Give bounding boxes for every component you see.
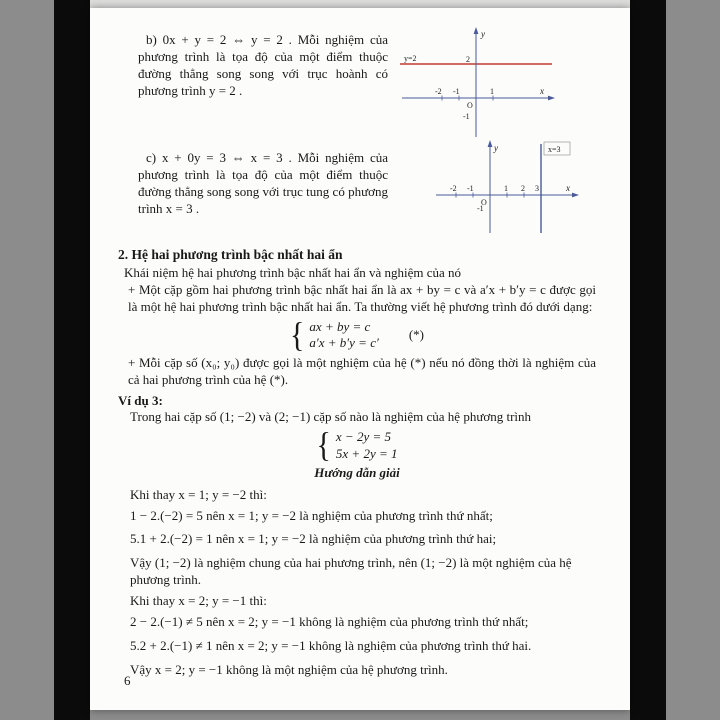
section-b-row	[138, 29, 596, 142]
y-axis-arrow	[474, 27, 479, 34]
equation-1: x − 2y = 5	[335, 429, 391, 445]
tick-label-minus2: -2	[450, 184, 457, 193]
solution-step-2: 1 − 2.(−2) = 5 nên x = 1; y = −2 là nghiệm của phương trình thứ nhất;	[130, 507, 493, 523]
tick-label-1: 1	[504, 184, 508, 193]
line-y2-label: y=2	[404, 54, 417, 63]
graph-line-y2	[392, 24, 564, 142]
x-axis-label: x	[540, 86, 544, 96]
solution-step-8: Vậy x = 2; y = −1 không là một nghiệm của hệ phương trình.	[130, 661, 448, 677]
example-3-intro: Trong hai cặp số (1; −2) và (2; −1) cặp số nào là nghiệm của hệ phương trình	[130, 409, 532, 425]
tick-label-y-minus1: -1	[477, 204, 484, 213]
solution-definition-paragraph: + Mỗi cặp số (x₀; y₀) được gọi là một nghiệm của hệ (*) nếu nó đồng thời là nghiệm của cả hai phương trình của hệ (*).	[128, 354, 596, 387]
system-star-label: (*)	[408, 327, 424, 343]
x-axis-label: x	[566, 183, 570, 193]
tick-label-2: 2	[521, 184, 525, 193]
solution-step-1: Khi thay x = 1; y = −2 thì:	[130, 486, 267, 502]
concept-paragraph: + Một cặp gồm hai phương trình bậc nhất hai ẩn là ax + by = c và a′x + b′y = c được gọi là một hệ hai phương trình bậc nhất hai ẩn. Ta thường viết hệ phương trình đó dưới dạng:	[128, 282, 596, 315]
section-2-heading: 2. Hệ hai phương trình bậc nhất hai ẩn	[118, 247, 343, 262]
tick-label-minus1: -1	[453, 87, 460, 96]
equation-2: 5x + 2y = 1	[335, 445, 398, 461]
concept-line: Khái niệm hệ hai phương trình bậc nhất hai ẩn và nghiệm của nó	[124, 264, 462, 280]
left-brace: {	[290, 316, 305, 355]
y-axis-arrow	[488, 140, 493, 147]
graph-y2-wrap	[392, 24, 564, 142]
solution-step-4: Vậy (1; −2) là nghiệm chung của hai phương trình, nên (1; −2) là một nghiệm của hệ phương trình.	[130, 555, 572, 588]
tick-label-1: 1	[490, 87, 494, 96]
y-axis-label: y	[494, 143, 498, 153]
x-axis-arrow	[572, 193, 579, 198]
tick-label-minus1: -1	[467, 184, 474, 193]
section-b-paragraph: b) 0x + y = 2 ⇔ y = 2 . Mỗi nghiệm của phương trình là tọa độ của một điểm thuộc đường thẳng song song với trục hoành có phương trình y = 2 .	[138, 32, 388, 98]
equation-2: a′x + b′y = c′	[309, 335, 379, 351]
left-brace: {	[316, 426, 331, 465]
graph-x3-wrap	[428, 138, 588, 238]
origin-label: O	[467, 101, 473, 110]
solution-step-3: 5.1 + 2.(−2) = 1 nên x = 1; y = −2 là nghiệm của phương trình thứ hai;	[130, 531, 497, 547]
top-strip	[90, 0, 630, 8]
line-x3-label: x=3	[548, 145, 561, 154]
example-3-heading: Ví dụ 3:	[118, 392, 163, 408]
tick-label-y-minus1: -1	[463, 112, 470, 121]
right-black-bar	[630, 0, 666, 720]
page-number: 6	[124, 673, 131, 689]
x-axis-arrow	[548, 96, 555, 101]
system-equations	[336, 429, 398, 462]
document-page	[90, 8, 630, 710]
equation-1: ax + by = c	[309, 319, 371, 335]
graph-line-x3	[428, 138, 588, 238]
system-equations	[309, 319, 378, 352]
origin-label: O	[481, 198, 487, 207]
section-c-row	[138, 143, 596, 238]
solution-step-7: 5.2 + 2.(−1) ≠ 1 nên x = 2; y = −1 không là nghiệm của phương trình thứ hai.	[130, 637, 532, 653]
tick-label-3: 3	[535, 184, 539, 193]
example-system	[118, 426, 596, 465]
solution-step-6: 2 − 2.(−1) ≠ 5 nên x = 2; y = −1 không là nghiệm của phương trình thứ nhất;	[130, 614, 529, 630]
solution-step-5: Khi thay x = 2; y = −1 thì:	[130, 593, 267, 609]
solution-heading: Hướng dẫn giải	[314, 464, 400, 480]
y-axis-label: y	[481, 29, 485, 39]
tick-label-2: 2	[466, 55, 470, 64]
tick-label-minus2: -2	[435, 87, 442, 96]
section-c-paragraph: c) x + 0y = 3 ⇔ x = 3 . Mỗi nghiệm của phương trình là tọa độ của một điểm thuộc đường thẳng song song với trục tung có phương trình x = 3 .	[138, 150, 388, 216]
general-system	[118, 316, 596, 355]
left-black-bar	[54, 0, 90, 720]
